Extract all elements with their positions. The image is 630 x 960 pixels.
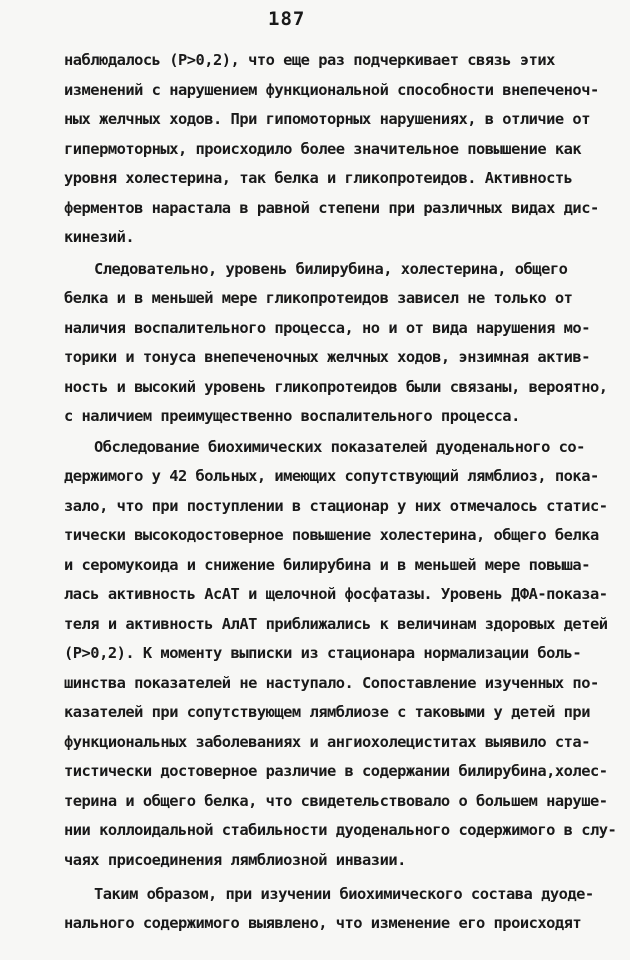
text-line: (P>0,2). К моменту выписки из стационара нормализации боль- [64,644,582,662]
text-line: ферментов нарастала в равной степени при различных видах дис- [64,199,599,217]
text-line: изменений с нарушением функциональной способности внепеченоч- [64,81,599,99]
text-line: лась активность АсАТ и щелочной фосфатазы. Уровень ДФА-показа- [64,585,608,603]
text-line: тически высокодостоверное повышение холестерина, общего белка [64,526,599,544]
text-line: терина и общего белка, что свидетельствовало о большем наруше- [64,792,608,810]
text-line: зало, что при поступлении в стационар у них отмечалось статис- [64,497,608,515]
text-line: чаях присоединения лямблиозной инвазии. [64,851,406,869]
page-number: 187 [268,8,306,30]
text-line: держимого у 42 больных, имеющих сопутствующий лямблиоз, пока- [64,467,599,485]
text-line: торики и тонуса внепеченочных желчных ходов, энзимная актив- [64,348,590,366]
text-line: шинства показателей не наступало. Сопоставление изученных по- [64,674,599,692]
text-line: нии коллоидальной стабильности дуоденального содержимого в слу- [64,821,617,839]
text-line: Следовательно, уровень билирубина, холестерина, общего [94,260,568,278]
text-line: нального содержимого выявлено, что изменение его происходят [64,914,582,932]
text-line: наличия воспалительного процесса, но и от вида нарушения мо- [64,319,590,337]
text-line: теля и активность АлАТ приближались к величинам здоровых детей [64,615,608,633]
text-line: тистически достоверное различие в содержании билирубина,холес- [64,762,608,780]
text-line: и серомукоида и снижение билирубина и в меньшей мере повыша- [64,556,590,574]
text-line: с наличием преимущественно воспалительного процесса. [64,407,520,425]
text-line: наблюдалось (P>0,2), что еще раз подчеркивает связь этих [64,51,555,69]
text-line: казателей при сопутствующем лямблиозе с таковыми у детей при [64,703,590,721]
text-line: ность и высокий уровень гликопротеидов были связаны, вероятно, [64,378,608,396]
text-line: уровня холестерина, так белка и гликопротеидов. Активность [64,169,573,187]
text-line: Обследование биохимических показателей дуоденального со- [94,438,585,456]
text-line: гипермоторных, происходило более значительное повышение как [64,140,582,158]
text-line: кинезий. [64,228,135,246]
text-line: функциональных заболеваниях и ангиохолециститах выявило ста- [64,733,590,751]
text-line: белка и в меньшей мере гликопротеидов зависел не только от [64,289,573,307]
text-line: Таким образом, при изучении биохимического состава дуоде- [94,885,594,903]
text-line: ных желчных ходов. При гипомоторных нарушениях, в отличие от [64,110,590,128]
